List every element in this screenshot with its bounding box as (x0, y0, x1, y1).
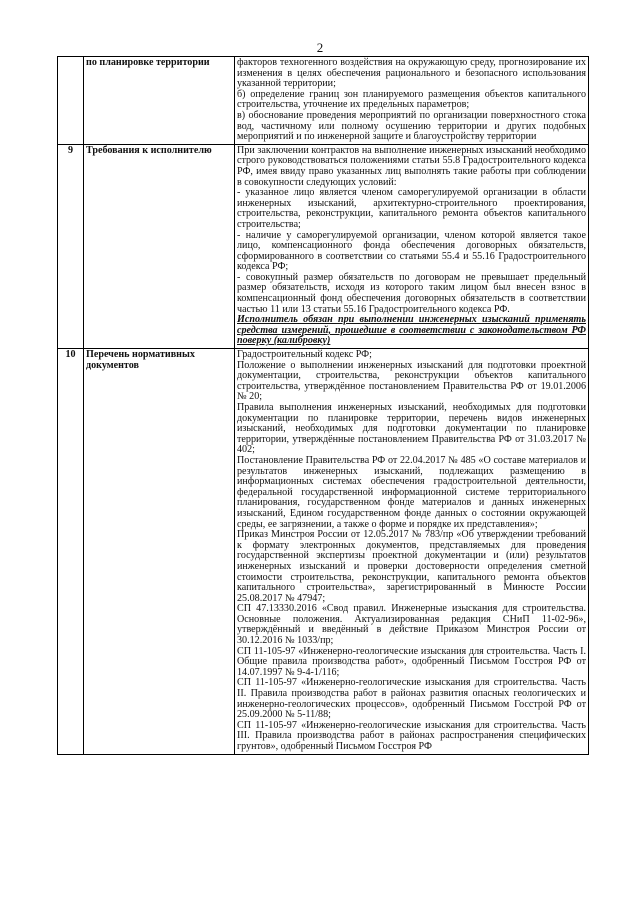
paragraph: Постановление Правительства РФ от 22.04.2017 № 485 «О составе материалов и результатов инженерных изысканий, подлежащих размещению в информационных системах обеспечения градостроительной деятельности, федеральной государственной информационной системе территориального планирования, государственном фонде материалов и данных инженерных изысканий, Едином государственном фонде данных о состоянии окружающей среды, ее загрязнении, а также о форме и порядке их представления»; (237, 454, 586, 530)
table-row (58, 57, 589, 145)
paragraph: СП 11-105-97 «Инженерно-геологические изыскания для строительства. Часть III. Правила производства работ в районах распространения специфических грунтов», одобренный Письмом Госстроя РФ (237, 719, 586, 752)
row-content (235, 349, 589, 755)
table-row (58, 349, 589, 755)
page-number: 2 (316, 40, 324, 55)
paragraph: Положение о выполнении инженерных изысканий для подготовки проектной документации, строительства, реконструкции объектов капитального строительства, утверждённое постановлением Правительства РФ от 19.01.2006 № 20; (237, 359, 586, 403)
paragraph: СП 11-105-97 «Инженерно-геологические изыскания для строительства. Часть I. Общие правила производства работ», одобренный Письмом Госстроя РФ от 14.07.1997 № 9-4-1/116; (237, 645, 586, 678)
row-title: Требования к исполнителю (84, 144, 235, 348)
paragraph: СП 47.13330.2016 «Свод правил. Инженерные изыскания для строительства. Основные положения. Актуализированная редакция СНиП 11-02-96», утверждённый и введённый в действие Приказом Минстроя России от 30.12.2016 № 1033/пр; (237, 603, 586, 647)
table-row (58, 144, 589, 348)
paragraph: Приказ Минстроя России от 12.05.2017 № 783/пр «Об утверждении требований к формату электронных документов, представляемых для проведения государственной экспертизы проектной документации и (или) результатов инженерных изысканий и проверки достоверности определения сметной стоимости строительства, реконструкции, капитального ремонта объектов капитального строительства», зарегистрированный в Минюсте России 25.08.2017 № 47947; (237, 529, 586, 604)
paragraph: При заключении контрактов на выполнение инженерных изысканий необходимо строго руководствоваться положениями статьи 55.8 Градостроительного кодекса РФ, имея ввиду право указанных лиц выполнять такие работы при соблюдении в совокупности следующих условий: (237, 144, 586, 188)
paragraph: в) обоснование проведения мероприятий по организации поверхностного стока вод, частичному или полному осушению территории и других подобных мероприятий и по инженерной защите и благоустройству территории (237, 109, 586, 143)
paragraph: Градостроительный кодекс РФ; (237, 349, 372, 361)
paragraph: - указанное лицо является членом саморегулируемой организации в области инженерных изысканий, архитектурно-строительного проектирования, строительства, реконструкции, капитального ремонта объектов капитального строительства; (237, 187, 586, 230)
paragraph: - совокупный размер обязательств по договорам не превышает предельный размер обязательств, исходя из которого таким лицом был внесен взнос в компенсационный фонд обеспечения договорных обязательств в соответствии частью 11 или 13 статьи 55.16 Градостроительного кодекса РФ. (237, 271, 586, 315)
paragraph: б) определение границ зон планируемого размещения объектов капитального строительства, уточнение их предельных параметров; (237, 88, 586, 111)
row-number: 10 (58, 349, 84, 755)
row-content (235, 144, 589, 348)
row-number (58, 57, 84, 145)
paragraph: факторов техногенного воздействия на окружающую среду, прогнозирование их изменения в целях обеспечения рационального и безопасного использования указанной территории; (237, 57, 586, 90)
requirements-table (57, 56, 589, 755)
paragraph: - наличие у саморегулируемой организации, членом которой является такое лицо, компенсационного фонда обеспечения договорных обязательств, сформированного в соответствии со статьями 55.4 и 55.16 Градостроительного кодекса РФ; (237, 229, 586, 273)
row-number: 9 (58, 144, 84, 348)
paragraph: Правила выполнения инженерных изысканий, необходимых для подготовки документации по планировке территории, перечень видов инженерных изысканий, необходимых для подготовки документации по планировке территории, утверждённые постановлением Правительства РФ от 31.03.2017 № 402; (237, 402, 586, 456)
row-title: по планировке территории (84, 57, 235, 145)
paragraph: СП 11-105-97 «Инженерно-геологические изыскания для строительства. Часть II. Правила производства работ в районах развития опасных геологических и инженерно-геологических процессов», одобренный Письмом Госстрой РФ от 25.09.2000 № 5-11/88; (237, 677, 586, 721)
row-title: Перечень нормативных документов (84, 349, 235, 755)
row-content (235, 57, 589, 145)
emphasis-paragraph: Исполнитель обязан при выполнении инженерных изысканий применять средства измерений, прошедшие в соответствии с законодательством РФ поверку (калибровку) (237, 314, 586, 347)
